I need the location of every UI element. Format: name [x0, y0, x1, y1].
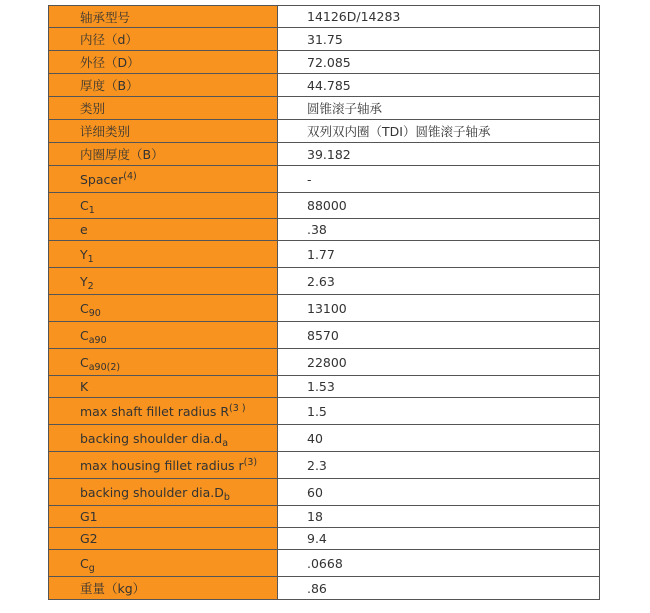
spec-value: 88000 — [307, 198, 347, 213]
spec-label-cell — [49, 376, 278, 398]
spec-value: 72.085 — [307, 54, 351, 70]
spec-label: C — [80, 327, 89, 343]
spec-label-cell — [49, 322, 278, 349]
spec-value-cell — [278, 577, 600, 600]
spec-label-cell — [49, 452, 278, 479]
spec-value: 31.75 — [307, 31, 343, 47]
spec-label-subscript: a90 — [88, 334, 107, 346]
spec-label: C — [80, 354, 89, 370]
spec-label-superscript: (4) — [123, 170, 137, 182]
table-row — [49, 295, 600, 322]
spec-label: max shaft fillet radius R — [80, 403, 230, 419]
spec-value: .86 — [307, 580, 327, 596]
spec-value: 40 — [307, 430, 323, 446]
spec-value: 2.63 — [307, 273, 335, 289]
table-row — [49, 6, 600, 28]
spec-label: backing shoulder dia.d — [80, 430, 223, 446]
spec-label-cell — [49, 295, 278, 322]
spec-label-subscript: b — [223, 491, 230, 503]
spec-label-cell — [49, 51, 278, 74]
spec-value-cell — [278, 74, 600, 97]
table-row — [49, 398, 600, 425]
spec-value-cell — [278, 550, 600, 577]
spec-label-cell — [49, 425, 278, 452]
spec-label-superscript: (3 ) — [229, 402, 246, 414]
spec-label-subscript: 1 — [87, 253, 94, 265]
table-row — [49, 528, 600, 550]
spec-value-cell — [278, 452, 600, 479]
spec-value-cell — [278, 425, 600, 452]
table-row — [49, 550, 600, 577]
table-row — [49, 268, 600, 295]
spec-label: 类别 — [80, 101, 106, 116]
spec-label: max housing fillet radius r — [80, 457, 244, 473]
spec-label-cell — [49, 143, 278, 166]
spec-label: 外径（D） — [80, 55, 140, 70]
spec-label: e — [80, 222, 88, 237]
spec-label-cell — [49, 28, 278, 51]
table-row — [49, 452, 600, 479]
spec-label: C — [80, 555, 89, 571]
spec-label-cell — [49, 479, 278, 506]
spec-label: 厚度（B） — [80, 78, 139, 93]
spec-label-subscript: 2 — [87, 280, 94, 292]
spec-value: 18 — [307, 509, 323, 524]
spec-label-cell — [49, 550, 278, 577]
spec-value: 14126D/14283 — [307, 9, 401, 24]
spec-label-cell — [49, 120, 278, 143]
spec-value: 22800 — [307, 354, 347, 370]
spec-label: Y — [80, 273, 88, 289]
spec-label-cell — [49, 528, 278, 550]
spec-value-cell — [278, 241, 600, 268]
spec-label: 详细类别 — [80, 124, 131, 139]
table-row — [49, 74, 600, 97]
spec-value: 1.77 — [307, 246, 335, 262]
spec-value-cell — [278, 143, 600, 166]
spec-value-cell — [278, 528, 600, 550]
spec-label-cell — [49, 268, 278, 295]
spec-value: 9.4 — [307, 531, 327, 546]
table-row — [49, 28, 600, 51]
spec-value-cell — [278, 322, 600, 349]
spec-value: 13100 — [307, 300, 347, 316]
spec-value: .0668 — [307, 555, 343, 571]
spec-label-subscript: 90 — [88, 307, 101, 319]
table-row — [49, 577, 600, 600]
spec-label: C — [80, 300, 89, 316]
table-row — [49, 120, 600, 143]
spec-label-cell — [49, 506, 278, 528]
spec-label: 内径（d） — [80, 32, 138, 47]
spec-value: - — [307, 171, 312, 187]
spec-label: 重量（kg） — [80, 581, 146, 596]
spec-label-subscript: a — [222, 437, 229, 449]
spec-label: 轴承型号 — [80, 9, 131, 25]
table-row — [49, 376, 600, 398]
table-row — [49, 143, 600, 166]
table-row — [49, 506, 600, 528]
table-row — [49, 166, 600, 193]
table-row — [49, 322, 600, 349]
spec-label-cell — [49, 166, 278, 193]
spec-label-superscript: (3) — [243, 456, 258, 468]
spec-label-cell — [49, 577, 278, 600]
table-row — [49, 219, 600, 241]
spec-label-cell — [49, 219, 278, 241]
spec-label: G2 — [80, 531, 98, 546]
spec-label-cell — [49, 398, 278, 425]
spec-label-cell — [49, 97, 278, 120]
table-row — [49, 479, 600, 506]
table-row — [49, 51, 600, 74]
spec-label-subscript: a90(2) — [88, 361, 121, 373]
spec-value-cell — [278, 51, 600, 74]
spec-value: 2.3 — [307, 457, 327, 473]
spec-label-subscript: 1 — [88, 205, 95, 216]
spec-value: 60 — [307, 484, 323, 500]
spec-value-cell — [278, 268, 600, 295]
spec-value: 双列双内圈（TDI）圆锥滚子轴承 — [307, 124, 491, 139]
spec-label-cell — [49, 6, 278, 28]
spec-label-cell — [49, 193, 278, 219]
table-row — [49, 349, 600, 376]
spec-value: 39.182 — [307, 146, 351, 162]
table-row — [49, 425, 600, 452]
spec-value-cell — [278, 6, 600, 28]
table-row — [49, 241, 600, 268]
spec-label-cell — [49, 349, 278, 376]
spec-value-cell — [278, 376, 600, 398]
bearing-spec-table — [48, 5, 600, 600]
spec-label: 内圈厚度（B） — [80, 147, 164, 162]
spec-label: backing shoulder dia.D — [80, 484, 224, 500]
spec-value-cell — [278, 479, 600, 506]
spec-value-cell — [278, 166, 600, 193]
spec-value-cell — [278, 120, 600, 143]
spec-value-cell — [278, 295, 600, 322]
spec-value: 圆锥滚子轴承 — [307, 101, 383, 116]
spec-value: 8570 — [307, 327, 339, 343]
spec-label: Spacer — [80, 171, 124, 187]
spec-table-body — [49, 6, 600, 600]
spec-value: 44.785 — [307, 77, 351, 93]
table-row — [49, 97, 600, 120]
spec-label: Y — [80, 246, 88, 262]
spec-value-cell — [278, 28, 600, 51]
spec-value-cell — [278, 349, 600, 376]
spec-value-cell — [278, 97, 600, 120]
table-row — [49, 193, 600, 219]
spec-value-cell — [278, 506, 600, 528]
spec-label: C — [80, 198, 89, 213]
spec-label: G1 — [80, 509, 98, 524]
spec-label-subscript: g — [88, 562, 95, 574]
spec-value: 1.5 — [307, 403, 327, 419]
spec-label-cell — [49, 74, 278, 97]
spec-value-cell — [278, 398, 600, 425]
spec-label-cell — [49, 241, 278, 268]
spec-value-cell — [278, 219, 600, 241]
spec-value: .38 — [307, 222, 327, 237]
spec-label: K — [80, 379, 89, 394]
spec-value: 1.53 — [307, 379, 335, 394]
spec-value-cell — [278, 193, 600, 219]
